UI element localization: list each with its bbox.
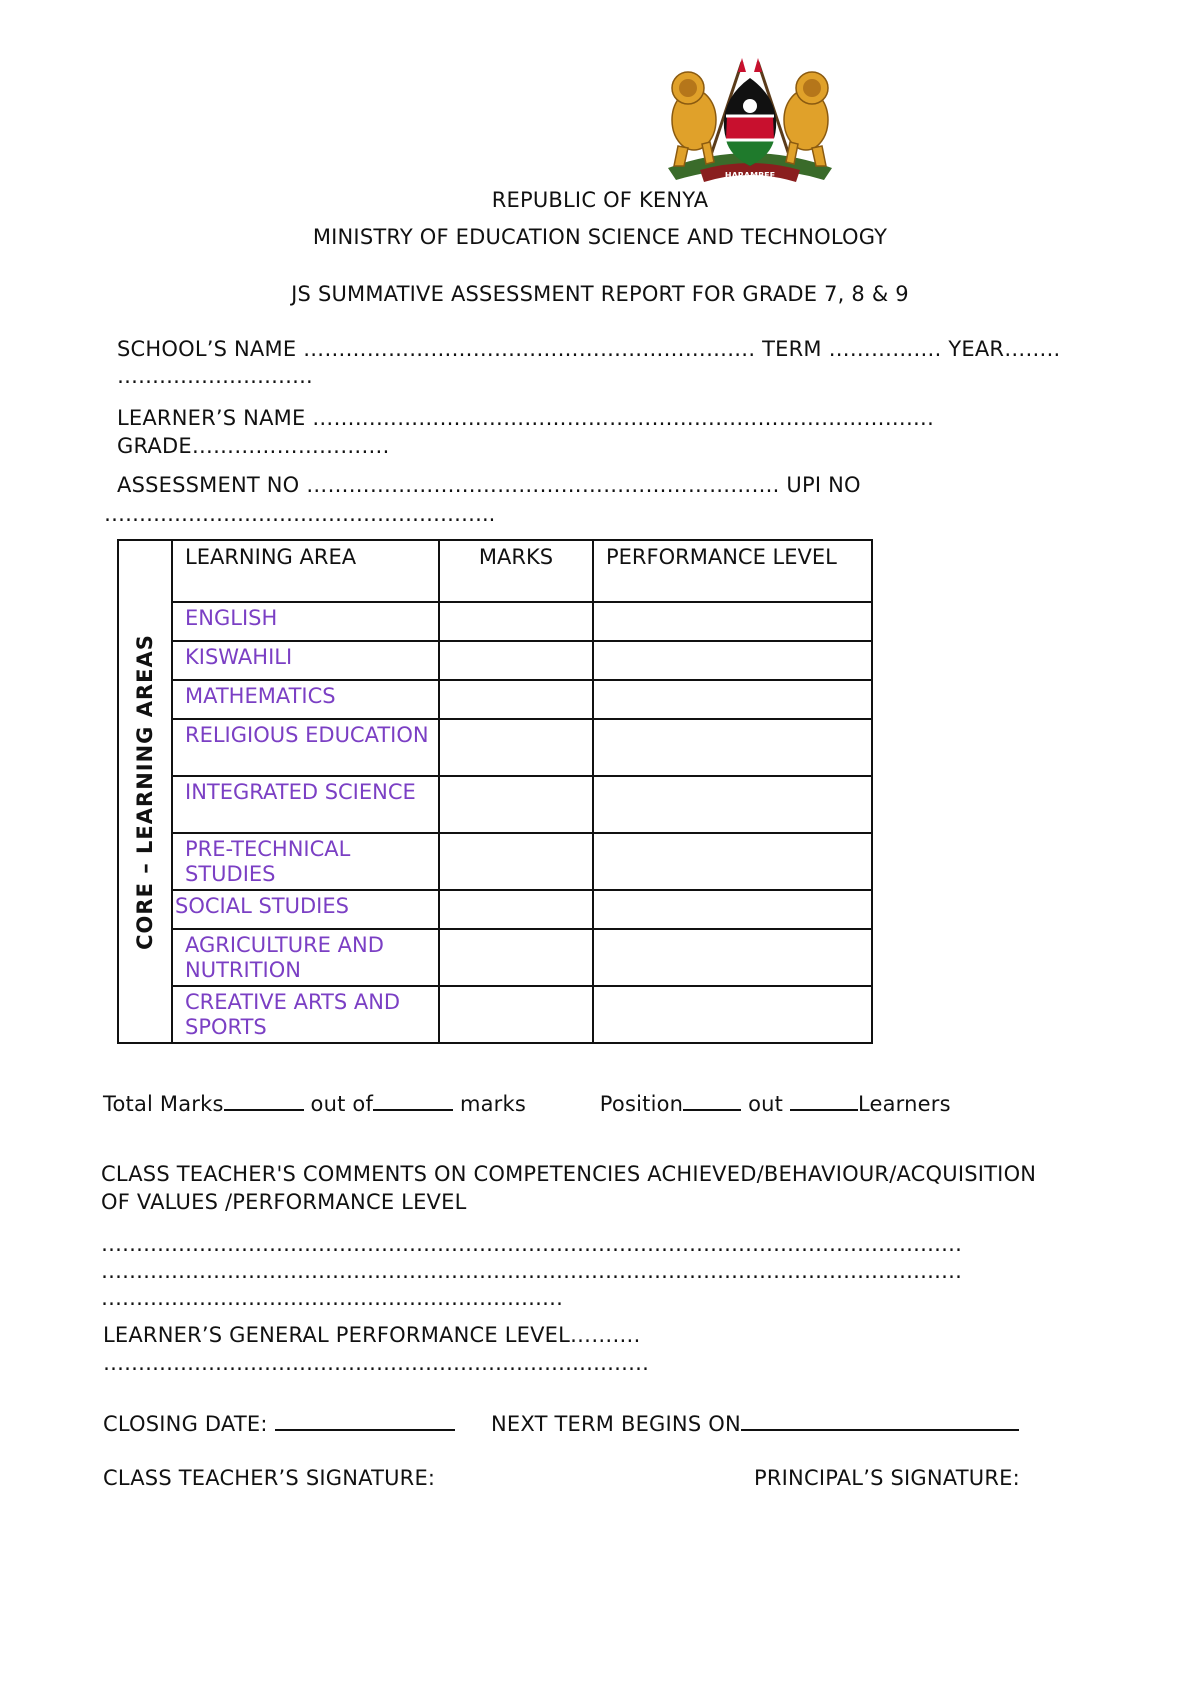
general-performance-dots[interactable]: …………………………………………………………………… — [103, 1351, 649, 1375]
table-row — [118, 929, 872, 986]
header-marks: MARKS — [439, 540, 593, 602]
position-label: Position — [599, 1092, 684, 1116]
comments-line-3[interactable]: ………………………………………………………… — [101, 1286, 563, 1310]
marks-cell[interactable] — [439, 890, 593, 929]
table-header-row — [118, 540, 872, 602]
closing-date-blank[interactable] — [275, 1409, 455, 1431]
marks-cell[interactable] — [439, 776, 593, 833]
learning-area-religious-education: RELIGIOUS EDUCATION — [172, 719, 439, 776]
total-marks-label: Total Marks — [103, 1092, 224, 1116]
table-row — [118, 641, 872, 680]
learning-area-pre-technical-studies: PRE-TECHNICAL STUDIES — [172, 833, 439, 890]
learning-area-agriculture-nutrition: AGRICULTURE AND NUTRITION — [172, 929, 439, 986]
learning-area-social-studies: SOCIAL STUDIES — [172, 890, 439, 929]
performance-cell[interactable] — [593, 833, 872, 890]
learning-areas-table — [117, 539, 873, 1044]
marks-cell[interactable] — [439, 929, 593, 986]
performance-cell[interactable] — [593, 890, 872, 929]
assessment-no-field[interactable]: ASSESSMENT NO …………………………………………………………. UPI NO — [117, 473, 861, 497]
ministry-heading: MINISTRY OF EDUCATION SCIENCE AND TECHNOLOGY — [312, 225, 888, 249]
performance-cell[interactable] — [593, 641, 872, 680]
header-performance-level: PERFORMANCE LEVEL — [593, 540, 872, 602]
out-of-label: out of — [310, 1092, 374, 1116]
table-row — [118, 680, 872, 719]
comments-heading: CLASS TEACHER'S COMMENTS ON COMPETENCIES ACHIEVED/BEHAVIOUR/ACQUISITION — [101, 1162, 1037, 1186]
learning-area-integrated-science: INTEGRATED SCIENCE — [172, 776, 439, 833]
motto-text: HARAMBEE — [724, 171, 776, 180]
next-term-blank[interactable] — [741, 1409, 1019, 1431]
marks-cell[interactable] — [439, 641, 593, 680]
next-term-label: NEXT TERM BEGINS ON — [491, 1412, 741, 1436]
learner-name-field[interactable]: LEARNER’S NAME ……………………………………………………………………………. — [117, 406, 934, 430]
upi-no-field[interactable]: ……………………………………………….. — [104, 502, 496, 526]
general-performance-field[interactable]: LEARNER’S GENERAL PERFORMANCE LEVEL………. — [103, 1323, 641, 1347]
side-label-cell — [118, 540, 172, 1043]
school-term-year-field[interactable]: SCHOOL’S NAME ………………………………………………………. TERM ……………. YEAR…….. — [117, 337, 1061, 361]
learners-label: Learners — [857, 1092, 951, 1116]
out-of-blank[interactable] — [373, 1089, 453, 1111]
performance-cell[interactable] — [593, 776, 872, 833]
closing-date-label: CLOSING DATE: — [103, 1412, 268, 1436]
comments-line-2[interactable]: …………………………………………………………………………………………………………… — [101, 1259, 962, 1283]
comments-line-1[interactable]: …………………………………………………………………………………………………………… — [101, 1232, 962, 1256]
marks-cell[interactable] — [439, 986, 593, 1043]
table-row — [118, 602, 872, 641]
table-row — [118, 986, 872, 1043]
republic-heading: REPUBLIC OF KENYA — [491, 188, 709, 212]
totals-line — [103, 1089, 951, 1116]
marks-label: marks — [459, 1092, 527, 1116]
learning-area-kiswahili: KISWAHILI — [172, 641, 439, 680]
performance-cell[interactable] — [593, 986, 872, 1043]
class-teacher-signature[interactable]: CLASS TEACHER’S SIGNATURE: — [103, 1466, 436, 1490]
side-label: CORE – LEARNING AREAS — [133, 633, 157, 950]
table-row — [118, 833, 872, 890]
header-learning-area: LEARNING AREA — [172, 540, 439, 602]
next-term-row — [491, 1409, 1019, 1436]
position-blank[interactable] — [683, 1089, 741, 1111]
out-label: out — [748, 1092, 784, 1116]
table-row — [118, 890, 872, 929]
report-title: JS SUMMATIVE ASSESSMENT REPORT FOR GRADE 7, 8 & 9 — [291, 282, 909, 306]
table-row — [118, 719, 872, 776]
marks-cell[interactable] — [439, 680, 593, 719]
principal-signature[interactable]: PRINCIPAL’S SIGNATURE: — [754, 1466, 1020, 1490]
coat-of-arms-logo — [648, 58, 852, 186]
learners-count-blank[interactable] — [790, 1089, 858, 1111]
performance-cell[interactable] — [593, 719, 872, 776]
comments-heading-cont: OF VALUES /PERFORMANCE LEVEL — [101, 1190, 467, 1214]
closing-date-row — [103, 1409, 455, 1436]
performance-cell[interactable] — [593, 602, 872, 641]
marks-cell[interactable] — [439, 719, 593, 776]
learning-area-creative-arts-sports: CREATIVE ARTS AND SPORTS — [172, 986, 439, 1043]
performance-cell[interactable] — [593, 680, 872, 719]
learning-area-english: ENGLISH — [172, 602, 439, 641]
grade-field[interactable]: GRADE………………………. — [117, 434, 390, 458]
learning-area-mathematics: MATHEMATICS — [172, 680, 439, 719]
marks-cell[interactable] — [439, 602, 593, 641]
school-field-continuation[interactable]: ………………………. — [117, 364, 313, 388]
marks-cell[interactable] — [439, 833, 593, 890]
total-marks-blank[interactable] — [224, 1089, 304, 1111]
table-row — [118, 776, 872, 833]
performance-cell[interactable] — [593, 929, 872, 986]
